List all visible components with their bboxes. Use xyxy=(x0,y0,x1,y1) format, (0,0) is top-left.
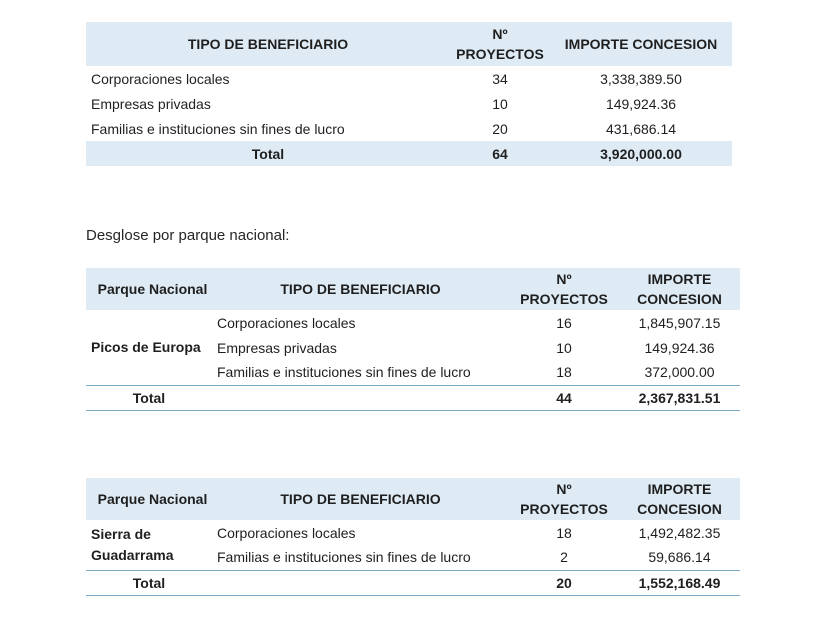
cell-importe: 3,338,389.50 xyxy=(600,70,682,87)
guadarrama-table xyxy=(86,478,740,596)
cell-tipo: Empresas privadas xyxy=(91,95,211,112)
header-importe: IMPORTE CONCESION xyxy=(637,481,722,517)
total-importe: 1,552,168.49 xyxy=(619,570,740,595)
picos-table xyxy=(86,268,740,411)
cell-importe: 372,000.00 xyxy=(644,364,715,381)
header-importe: IMPORTE CONCESION xyxy=(564,36,718,52)
cell-importe: 149,924.36 xyxy=(605,95,677,112)
table-row xyxy=(86,66,732,91)
cell-proyectos: 2 xyxy=(560,549,568,566)
summary-table xyxy=(86,22,732,166)
header-tipo: TIPO DE BENEFICIARIO xyxy=(280,491,441,507)
cell-importe: 431,686.14 xyxy=(605,120,677,137)
cell-tipo: Corporaciones locales xyxy=(217,314,356,331)
total-importe: 2,367,831.51 xyxy=(619,385,740,410)
cell-tipo: Familias e instituciones sin fines de lucro xyxy=(91,120,345,137)
section-intro: Desglose por parque nacional: xyxy=(86,227,290,244)
cell-proyectos: 10 xyxy=(556,339,572,356)
header-proyectos: Nº PROYECTOS xyxy=(456,26,544,62)
cell-proyectos: 10 xyxy=(492,95,508,112)
cell-tipo: Familias e instituciones sin fines de lucro xyxy=(217,549,471,566)
park-name: Picos de Europa xyxy=(91,339,201,356)
cell-tipo: Corporaciones locales xyxy=(91,70,230,87)
cell-proyectos: 18 xyxy=(556,524,572,541)
cell-proyectos: 16 xyxy=(556,314,572,331)
cell-importe: 149,924.36 xyxy=(644,339,715,356)
picos-header-row xyxy=(86,268,740,310)
total-row xyxy=(86,385,740,410)
cell-tipo: Familias e instituciones sin fines de lucro xyxy=(217,364,471,381)
cell-proyectos: 20 xyxy=(492,120,508,137)
header-parque: Parque Nacional xyxy=(97,491,208,507)
header-tipo: TIPO DE BENEFICIARIO xyxy=(280,281,441,297)
table-row xyxy=(86,310,740,335)
total-row xyxy=(86,141,732,166)
total-importe: 3,920,000.00 xyxy=(550,141,732,166)
guadarrama-header-row xyxy=(86,478,740,520)
header-tipo: TIPO DE BENEFICIARIO xyxy=(187,36,349,52)
total-proyectos: 20 xyxy=(509,570,619,595)
table-row xyxy=(86,116,732,141)
cell-importe: 1,492,482.35 xyxy=(638,524,721,541)
total-label: Total xyxy=(86,141,450,166)
cell-tipo: Empresas privadas xyxy=(217,339,337,356)
header-parque: Parque Nacional xyxy=(97,281,208,297)
total-row xyxy=(86,570,740,595)
header-proyectos: Nº PROYECTOS xyxy=(520,481,608,517)
cell-importe: 59,686.14 xyxy=(648,549,711,566)
total-label: Total xyxy=(86,385,212,410)
cell-proyectos: 18 xyxy=(556,364,572,381)
header-importe: IMPORTE CONCESION xyxy=(637,271,722,307)
table-row xyxy=(86,91,732,116)
summary-header-row xyxy=(86,22,732,66)
total-proyectos: 44 xyxy=(509,385,619,410)
total-label: Total xyxy=(86,570,212,595)
total-proyectos: 64 xyxy=(450,141,550,166)
cell-tipo: Corporaciones locales xyxy=(217,524,356,541)
header-proyectos: Nº PROYECTOS xyxy=(520,271,608,307)
cell-proyectos: 34 xyxy=(492,70,508,87)
cell-importe: 1,845,907.15 xyxy=(638,314,721,331)
park-name: Sierra de Guadarrama xyxy=(91,525,174,563)
table-row xyxy=(86,520,740,545)
